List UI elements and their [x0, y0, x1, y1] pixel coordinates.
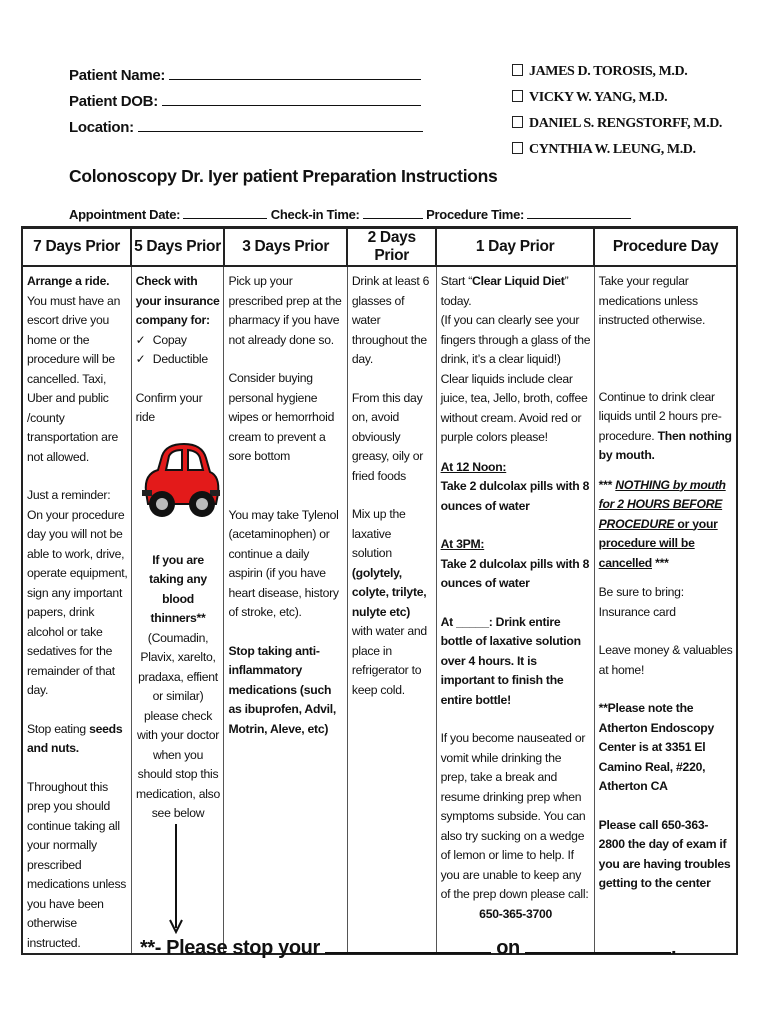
- check-icon: ✓: [135, 352, 146, 366]
- location-line[interactable]: [138, 118, 423, 132]
- location-label: Location:: [69, 119, 134, 136]
- doctor-option[interactable]: [512, 142, 722, 168]
- valuables-text: Leave money & valuables at home!: [598, 643, 733, 677]
- doctor-name: CYNTHIA W. LEUNG, M.D.: [529, 142, 696, 157]
- column-3-days: [224, 266, 347, 954]
- checkin-time-line[interactable]: [363, 208, 423, 219]
- patient-name-field[interactable]: [69, 66, 421, 84]
- column-header: 2 Days Prior: [347, 228, 436, 267]
- instructions-table: [21, 226, 738, 955]
- checklist-item: ✓ Deductible: [136, 350, 221, 370]
- doctor-list: [512, 64, 722, 168]
- column-7-days: [22, 266, 131, 954]
- time-blank[interactable]: _____: [456, 614, 489, 629]
- bring-text: Be sure to bring: Insurance card: [598, 585, 684, 619]
- clear-liquid-details: (If you can clearly see your fingers through a glass of the drink, it’s a clear liquid!) Clear liquids include clear juice, tea, Jello, broth, coffee without cream. Avoid red or purple colors please!: [440, 313, 591, 444]
- procedure-time-label: Procedure Time:: [426, 207, 525, 222]
- call-note: Please call 650-363-2800 the day of exam if you are having troubles getting to the center: [598, 817, 731, 890]
- column-header: 7 Days Prior: [22, 228, 131, 267]
- clear-liquids-text: Continue to drink clear liquids until 2 hours pre-procedure. Then nothing by mouth.: [598, 389, 732, 462]
- arrange-ride-heading: Arrange a ride.: [27, 274, 110, 288]
- noon-label: At 12 Noon:: [440, 459, 507, 474]
- procedure-time-line[interactable]: [527, 208, 631, 219]
- stop-eating-text: Stop eating seeds and nuts.: [27, 721, 123, 755]
- column-2-days: [347, 266, 436, 954]
- arrange-ride-text: You must have an escort drive you home or the procedure will be cancelled. Taxi, Uber and public /county transportation are not allowed.: [27, 293, 121, 464]
- checkin-time-label: Check-in Time:: [270, 207, 360, 222]
- location-field[interactable]: [69, 118, 423, 136]
- column-procedure-day: [594, 266, 737, 954]
- checkbox[interactable]: [512, 90, 523, 102]
- confirm-ride-text: Confirm your ride: [135, 390, 203, 424]
- nausea-text: If you become nauseated or vomit while drinking the prep, take a break and resume drinking prep when symptoms subside. You can also try sucking on a wedge of lemon or lime to help. If you are unable to keep any of the prep down please call:: [440, 731, 589, 901]
- column-header: 3 Days Prior: [224, 228, 347, 267]
- appointment-date-label: Appointment Date:: [69, 207, 181, 222]
- stop-medication-footer: **- Please stop your on .: [140, 937, 677, 959]
- nothing-by-mouth-warning: *** NOTHING by mouth for 2 HOURS BEFORE PROCEDURE or your procedure will be cancelled ***: [598, 477, 726, 570]
- column-header: 1 Day Prior: [436, 228, 594, 267]
- doctor-option[interactable]: [512, 64, 722, 90]
- appointment-date-line[interactable]: [183, 208, 267, 219]
- checklist-item: ✓ Copay: [136, 331, 221, 351]
- three-pm-label: At 3PM:: [440, 537, 485, 551]
- stop-anti-inflammatory-text: Stop taking anti-inflammatory medications (such as ibuprofen, Advil, Motrin, Aleve, etc): [228, 643, 337, 736]
- doctor-option[interactable]: [512, 116, 722, 142]
- blood-thinners-text: (Coumadin, Plavix, xarelto, pradaxa, effient or similar) please check with your doctor when you should stop this medication, also see below: [135, 630, 221, 820]
- avoid-greasy-text: From this day on, avoid obviously greasy, oily or fried foods: [351, 390, 424, 483]
- insurance-heading: Check with your insurance company for:: [135, 274, 220, 327]
- footer-prefix: **- Please stop your: [140, 937, 320, 959]
- column-1-day: [436, 266, 594, 954]
- page-title: Colonoscopy Dr. Iyer patient Preparation Instructions: [69, 166, 498, 186]
- date-blank[interactable]: [525, 936, 671, 954]
- car-icon: [136, 434, 224, 532]
- doctor-name: VICKY W. YANG, M.D.: [529, 90, 668, 105]
- patient-name-line[interactable]: [169, 66, 421, 80]
- medication-blank[interactable]: [325, 936, 491, 954]
- checkbox[interactable]: [512, 142, 523, 154]
- blood-thinners-heading: If you are taking any blood thinners**: [149, 552, 207, 625]
- hygiene-text: Consider buying personal hygiene wipes or hemorrhoid cream to prevent a sore bottom: [228, 371, 335, 463]
- clear-liquid-text: Start “Clear Liquid Diet” today.: [440, 274, 569, 308]
- three-pm-text: Take 2 dulcolax pills with 8 ounces of water: [440, 556, 590, 590]
- medications-text: Throughout this prep you should continue taking all your normally prescribed medications unless you have been otherwise instructed.: [27, 779, 127, 950]
- mix-laxative-text: Mix up the laxative solution (golytely, colyte, trilyte, nulyte etc) with water and place in refrigerator to keep cold.: [351, 507, 427, 697]
- tylenol-text: You may take Tylenol (acetaminophen) or continue a daily aspirin (if you have heart disease, history of stroke, etc).: [228, 507, 339, 619]
- regular-meds-text: Take your regular medications unless instructed otherwise.: [598, 274, 706, 327]
- patient-dob-field[interactable]: [69, 92, 421, 110]
- footer-on: on: [496, 937, 520, 959]
- checkbox[interactable]: [512, 64, 523, 76]
- pick-up-prep-text: Pick up your prescribed prep at the pharmacy if you have not already done so.: [228, 274, 342, 347]
- patient-dob-line[interactable]: [162, 92, 421, 106]
- check-icon: ✓: [135, 332, 146, 347]
- appointment-row: [69, 207, 631, 222]
- reminder-text: Just a reminder: On your procedure day you will not be able to work, drive, operate equipment, sign any important papers, drink alcohol or take sedatives for the remainder of that day.: [27, 488, 128, 697]
- location-note: **Please note the Atherton Endoscopy Center is at 3351 El Camino Real, #220, Atherton CA: [598, 701, 715, 793]
- noon-text: Take 2 dulcolax pills with 8 ounces of water: [440, 479, 590, 513]
- column-header: Procedure Day: [594, 228, 737, 267]
- doctor-name: DANIEL S. RENGSTORFF, M.D.: [529, 116, 723, 131]
- drink-water-text: Drink at least 6 glasses of water throughout the day.: [351, 274, 430, 366]
- column-header: 5 Days Prior: [131, 228, 224, 267]
- doctor-option[interactable]: [512, 90, 722, 116]
- patient-dob-label: Patient DOB:: [69, 93, 158, 110]
- arrow-down-icon: [166, 824, 186, 934]
- checkbox[interactable]: [512, 116, 523, 128]
- phone-number[interactable]: 650-365-3700: [479, 906, 553, 921]
- doctor-name: JAMES D. TOROSIS, M.D.: [529, 64, 688, 79]
- patient-name-label: Patient Name:: [69, 67, 166, 84]
- column-5-days: [131, 266, 224, 954]
- drink-laxative-text: At _____: Drink entire bottle of laxative solution over 4 hours. It is important to finish the entire bottle!: [440, 614, 581, 707]
